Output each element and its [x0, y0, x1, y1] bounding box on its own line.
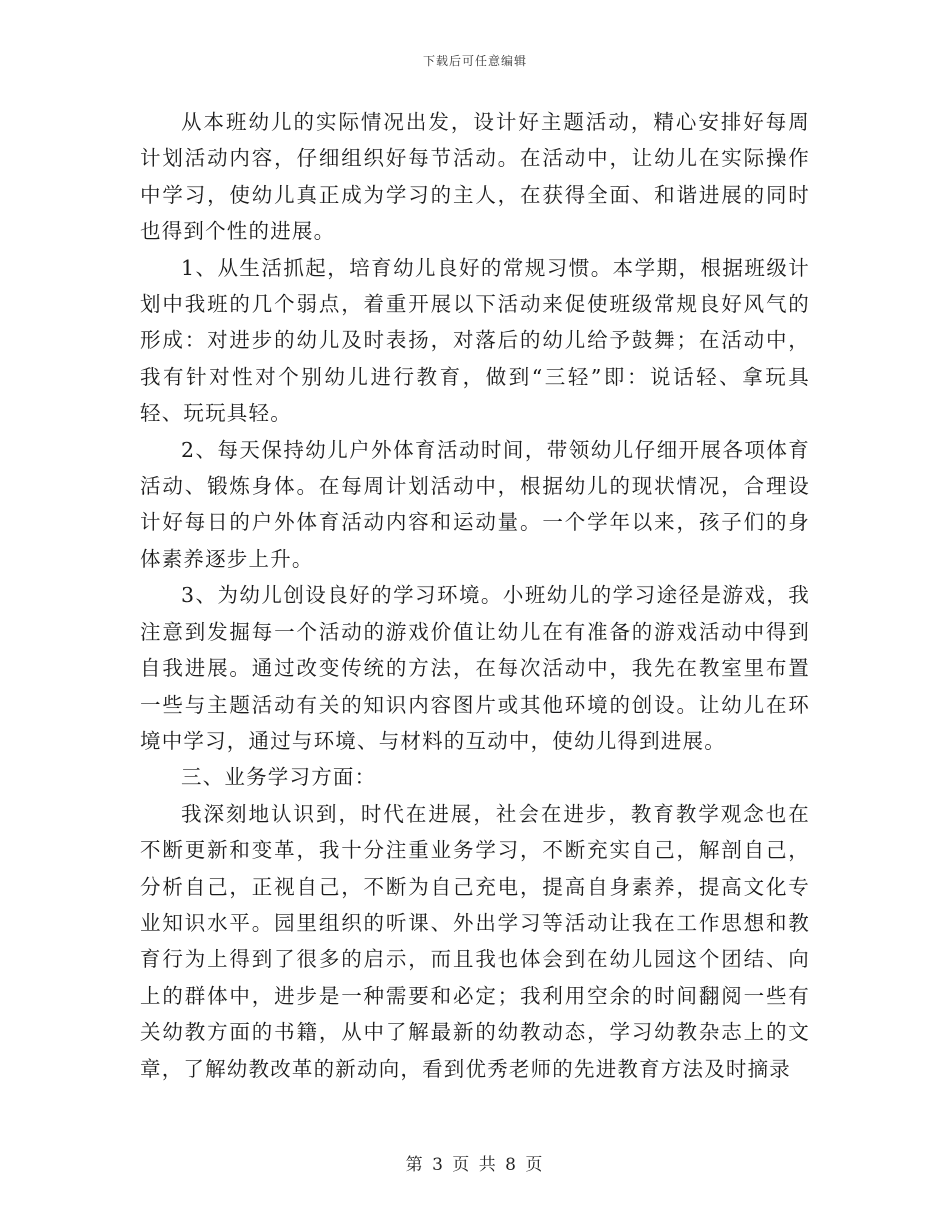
paragraph-2: 1、从生活抓起，培育幼儿良好的常规习惯。本学期，根据班级计划中我班的几个弱点，着重开展以下活动来促使班级常规良好风气的形成：对进步的幼儿及时表扬，对落后的幼儿给予鼓舞；在活动中，我有针对性对个别幼儿进行教育，做到“三轻”即：说话轻、拿玩具轻、玩玩具轻。	[140, 255, 810, 426]
paragraph-1: 从本班幼儿的实际情况出发，设计好主题活动，精心安排好每周计划活动内容，仔细组织好每节活动。在活动中，让幼儿在实际操作中学习，使幼儿真正成为学习的主人，在获得全面、和谐进展的同时也得到个性的进展。	[140, 110, 810, 244]
paragraph-4: 3、为幼儿创设良好的学习环境。小班幼儿的学习途径是游戏，我注意到发掘每一个活动的游戏价值让幼儿在有准备的游戏活动中得到自我进展。通过改变传统的方法，在每次活动中，我先在教室里布置一些与主题活动有关的知识内容图片或其他环境的创设。让幼儿在环境中学习，通过与环境、与材料的互动中，使幼儿得到进展。	[140, 583, 810, 753]
section-heading: 三、业务学习方面：	[181, 765, 377, 790]
page-header: 下载后可任意编辑	[422, 54, 527, 68]
paragraph-5: 我深刻地认识到，时代在进展，社会在进步，教育教学观念也在不断更新和变革，我十分注重业务学习，不断充实自己，解剖自己，分析自己，正视自己，不断为自己充电，提高自身素养，提高文化专业知识水平。园里组织的听课、外出学习等活动让我在工作思想和教育行为上得到了很多的启示，而且我也体会到在幼儿园这个团结、向上的群体中，进步是一种需要和必定；我利用空余的时间翻阅一些有关幼教方面的书籍，从中了解最新的幼教动态，学习幼教杂志上的文章，了解幼教改革的新动向，看到优秀老师的先进教育方法及时摘录	[140, 801, 810, 1081]
page-number-footer: 第 3 页 共 8 页	[405, 1155, 545, 1175]
document-body	[140, 104, 810, 1087]
paragraph-3: 2、每天保持幼儿户外体育活动时间，带领幼儿仔细开展各项体育活动、锻炼身体。在每周计划活动中，根据幼儿的现状情况，合理设计好每日的户外体育活动内容和运动量。一个学年以来，孩子们的身体素养逐步上升。	[140, 437, 810, 571]
